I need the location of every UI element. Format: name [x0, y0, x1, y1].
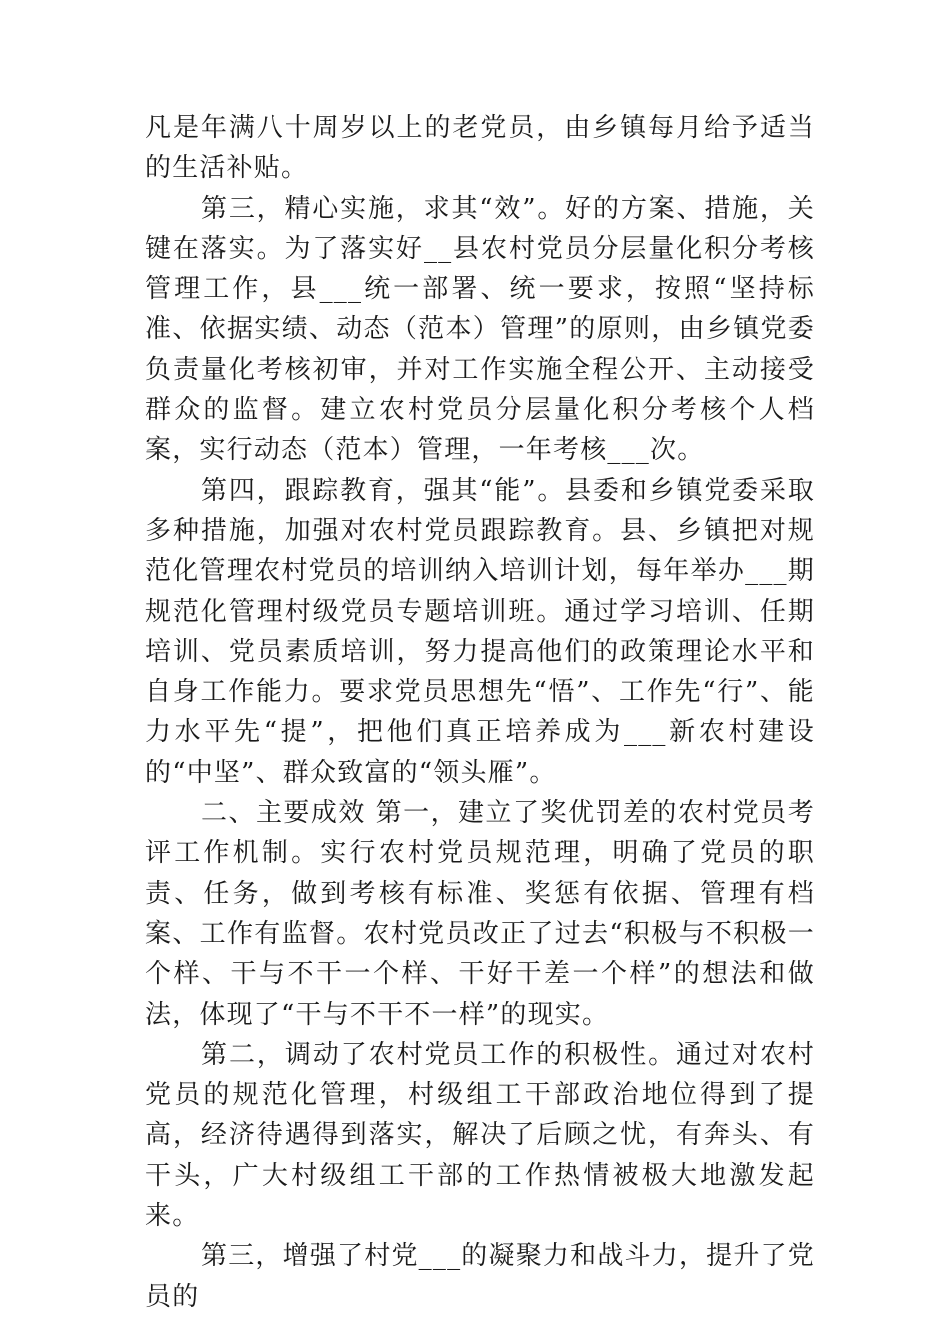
- paragraph-education: 第四，跟踪教育，强其“能”。县委和乡镇党委采取多种措施，加强对农村党员跟踪教育。县、乡镇把对规范化管理农村党员的培训纳入培训计划，每年举办___期规范化管理村级党员专题培训班。通过学习培训、任期培训、党员素质培训，努力提高他们的政策理论水平和自身工作能力。要求党员思想先“悟”、工作先“行”、能力水平先“提”，把他们真正培养成为___新农村建设的“中坚”、群众致富的“领头雁”。: [145, 475, 815, 788]
- paragraph-main-results: 二、主要成效 第一，建立了奖优罚差的农村党员考评工作机制。实行农村党员规范理，明确了党员的职责、任务，做到考核有标准、奖惩有依据、管理有档案、工作有监督。农村党员改正了过去“积极与不积极一个样、干与不干一个样、干好干差一个样”的想法和做法，体现了“干与不干不一样”的现实。: [145, 798, 815, 1030]
- paragraph-implementation: 第三，精心实施，求其“效”。好的方案、措施，关键在落实。为了落实好__县农村党员分层量化积分考核管理工作，县___统一部署、统一要求，按照“坚持标准、依据实绩、动态（范本）管理”的原则，由乡镇党委负责量化考核初审，并对工作实施全程公开、主动接受群众的监督。建立农村党员分层量化积分考核个人档案，实行动态（范本）管理，一年考核___次。: [145, 193, 815, 466]
- paragraph-living-subsidy: 凡是年满八十周岁以上的老党员，由乡镇每月给予适当的生活补贴。: [145, 113, 815, 184]
- paragraph-enthusiasm: 第二，调动了农村党员工作的积极性。通过对农村党员的规范化管理，村级组工干部政治地位得到了提高，经济待遇得到落实，解决了后顾之忧，有奔头、有干头，广大村级组工干部的工作热情被极大地激发起来。: [145, 1039, 815, 1232]
- paragraph-cohesion: 第三，增强了村党___的凝聚力和战斗力，提升了党员的: [145, 1241, 815, 1312]
- document-body: [145, 108, 815, 1317]
